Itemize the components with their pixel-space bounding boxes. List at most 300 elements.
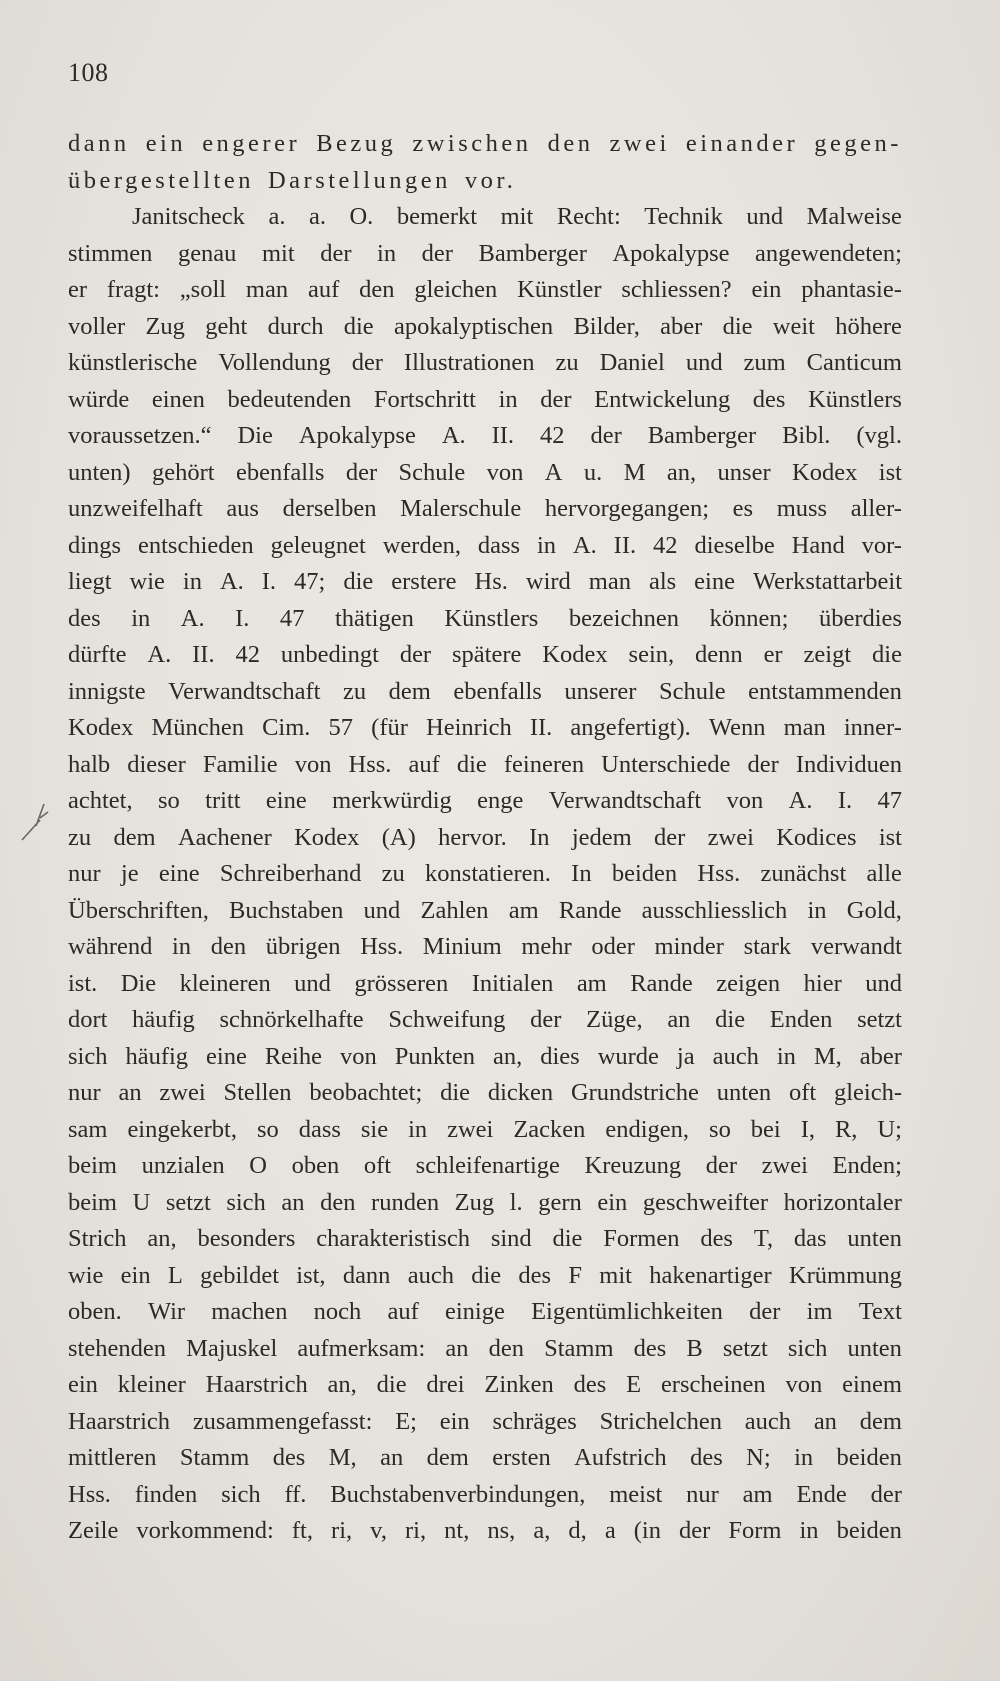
word: I. (837, 787, 853, 814)
word: Krümmung (788, 1261, 902, 1289)
text-line (68, 386, 902, 423)
word: A. (180, 604, 205, 632)
word: hakenartiger (649, 1261, 772, 1289)
word: mehr (521, 933, 572, 960)
word: zwei (761, 1152, 808, 1179)
word: zeigt (803, 641, 852, 668)
word: ist. (68, 969, 98, 997)
word: zwei (707, 823, 754, 851)
word: dem (426, 1444, 469, 1471)
word: erstere (391, 568, 457, 595)
word: hervor. (438, 823, 507, 851)
word: an (813, 1407, 837, 1435)
word: sam (68, 1115, 108, 1143)
word: zu (555, 349, 579, 376)
word: die (343, 568, 374, 595)
word: nt, (444, 1517, 470, 1544)
word: wurde (597, 1042, 659, 1070)
word: Majuskel (186, 1334, 278, 1362)
word: des (752, 385, 786, 413)
word: unten) (68, 458, 131, 486)
word: der (654, 823, 686, 851)
word: Form (728, 1517, 782, 1544)
word: ein (68, 1371, 98, 1398)
word: Hss. (68, 1480, 111, 1508)
word: Wir (147, 1298, 186, 1325)
text-line (68, 1043, 902, 1080)
word: stimmen (68, 239, 153, 267)
word: die (376, 1371, 407, 1398)
word: Buchstaben (229, 896, 344, 924)
word: der (870, 1480, 902, 1508)
word: den (320, 1188, 356, 1216)
word: und (865, 969, 902, 997)
word: Buchstabenverbindungen, (330, 1480, 586, 1508)
word: als (648, 568, 677, 595)
word: Haarstrich (68, 1407, 171, 1435)
word: den (210, 933, 247, 960)
word: O. (349, 203, 374, 230)
word: die (715, 1006, 746, 1033)
word: die (722, 312, 753, 340)
word: phantasie- (801, 276, 902, 303)
text-line (68, 678, 902, 715)
word: Heinrich (426, 714, 512, 741)
word: voraussetzen.“ (68, 422, 212, 449)
word: man (245, 276, 289, 303)
word: Die (120, 969, 157, 997)
word: von (486, 458, 524, 486)
word: geschweifter (642, 1188, 769, 1216)
word: der (747, 750, 779, 778)
word: spätere (452, 641, 522, 668)
word: dem (859, 1407, 902, 1435)
word: eine (694, 568, 735, 595)
word: A. (441, 422, 466, 449)
word: einen (151, 385, 205, 413)
word: merkwürdig (332, 787, 452, 814)
word: am (742, 1480, 773, 1508)
word: Reihe (264, 1042, 322, 1070)
word: können; (709, 604, 789, 632)
text-line (68, 1371, 902, 1408)
word: In (571, 860, 592, 887)
word: auf (307, 276, 340, 303)
word: Überschriften, (68, 896, 209, 924)
text-line (68, 495, 902, 532)
word: a. (268, 203, 286, 230)
word: erscheinen (660, 1371, 766, 1398)
word: auch (407, 1261, 454, 1289)
word: I. (261, 568, 277, 595)
word: dass (477, 531, 521, 559)
word: der (421, 239, 453, 267)
word: ein (120, 1261, 151, 1289)
word: künstlerische (68, 349, 198, 376)
word: es (732, 495, 754, 522)
word: beim (68, 1188, 117, 1216)
word: Grundstriche (570, 1079, 699, 1106)
word: A (544, 458, 563, 486)
word: dies (540, 1042, 580, 1070)
word: Rande (558, 896, 622, 924)
word: fragt: (106, 276, 160, 303)
word: unbedingt (280, 641, 379, 668)
word: in (794, 1444, 814, 1471)
word: weit (772, 312, 815, 340)
word: in (498, 385, 518, 413)
word: beiden (836, 1444, 902, 1471)
word: beim (68, 1152, 117, 1179)
word: Formen (603, 1225, 680, 1252)
page-number: 108 (68, 58, 109, 87)
word: noch (313, 1298, 362, 1325)
word: finden (134, 1480, 198, 1508)
word: L (167, 1261, 183, 1289)
word: gleich- (833, 1079, 902, 1106)
word: Illustrationen (403, 349, 535, 376)
word: des (518, 1261, 552, 1289)
word: zum (743, 349, 786, 376)
word: derselben (282, 495, 377, 522)
word: (vgl. (856, 422, 902, 449)
word: ein (145, 130, 187, 157)
word: Hs. (474, 568, 508, 595)
word: des (272, 1444, 306, 1471)
word: ff. (284, 1480, 307, 1508)
word: d, (568, 1517, 587, 1544)
word: wird (525, 568, 571, 595)
word: sich (226, 1188, 266, 1216)
word: Haarstrich (205, 1371, 308, 1398)
word: meist (609, 1480, 663, 1508)
word: eine (265, 787, 307, 814)
word: alle (866, 860, 902, 887)
word: machen (211, 1298, 288, 1325)
word: man (783, 714, 826, 741)
word: höhere (835, 312, 902, 340)
word: ausschliesslich (641, 896, 788, 924)
word: die (471, 1261, 502, 1289)
word: F (568, 1261, 582, 1289)
word: I, (800, 1115, 815, 1143)
word: und (746, 203, 784, 230)
word: aber (859, 1042, 902, 1070)
text-line (68, 787, 902, 824)
word: einander (685, 130, 799, 157)
word: unten (847, 1225, 902, 1252)
word: konstatieren. (425, 860, 551, 887)
word: gebildet (200, 1261, 279, 1289)
word: Schweifung (388, 1006, 506, 1033)
word: zeigen (716, 969, 781, 997)
word: Technik (644, 203, 723, 230)
word: häufig (132, 1006, 195, 1033)
word: den (547, 130, 594, 157)
word: jedem (571, 823, 632, 851)
word: liegt (68, 568, 112, 595)
word: N; (746, 1444, 771, 1471)
text-line (68, 313, 902, 350)
word: Stamm (544, 1334, 614, 1362)
word: Aachener (177, 823, 272, 851)
text-line (68, 860, 902, 897)
text-line (68, 1189, 902, 1226)
word: minder (654, 933, 724, 960)
word: die (456, 750, 487, 778)
word: inner- (843, 714, 902, 741)
word: zwischen (412, 130, 532, 157)
word: Verwandtschaft (548, 787, 702, 814)
text-line (68, 240, 902, 277)
word: Strich (68, 1225, 127, 1252)
word: thätigen (334, 604, 414, 632)
word: den (488, 1334, 524, 1362)
word: an, (666, 458, 697, 486)
word: dann (68, 130, 130, 157)
word: Familie (202, 750, 278, 778)
word: sich (68, 1042, 108, 1070)
word: drei (426, 1371, 465, 1398)
word: am (508, 896, 539, 924)
word: in (182, 568, 202, 595)
word: Entwickelung (594, 385, 731, 413)
word: v, (370, 1517, 387, 1544)
word: und (685, 349, 723, 376)
word: dicken (487, 1079, 554, 1106)
word: dieselbe (694, 531, 775, 559)
word: E (626, 1371, 642, 1398)
word: Kodex (542, 641, 608, 668)
word: u. (583, 458, 603, 486)
word: grösseren (354, 969, 449, 997)
word: nur (68, 860, 101, 887)
word: und (363, 896, 401, 924)
text-line (68, 1517, 902, 1554)
word: Stellen (223, 1079, 292, 1106)
word: Fortschritt (373, 385, 476, 413)
word: vor. (464, 166, 517, 194)
word: (A) (381, 823, 416, 851)
word: Cim. (262, 714, 311, 741)
word: dings (68, 531, 122, 559)
word: ersten (492, 1444, 551, 1471)
word: aus (226, 495, 259, 522)
text-line (68, 714, 902, 751)
word: Zug (454, 1188, 495, 1216)
word: ein (597, 1188, 628, 1216)
text-line (68, 1481, 902, 1518)
text-line (68, 605, 902, 642)
word: beiden (611, 860, 678, 887)
word: wie (68, 1261, 104, 1289)
word: a. (308, 203, 326, 230)
word: zu (343, 677, 367, 705)
word: in (131, 604, 151, 632)
word: des (690, 1444, 723, 1471)
word: innigste (68, 677, 146, 705)
word: der (399, 641, 432, 668)
word: denn (695, 641, 743, 668)
word: Bamberger (647, 422, 757, 449)
word: Bamberger (478, 239, 587, 267)
word: stark (743, 933, 792, 960)
word: A. (572, 531, 597, 559)
word: der (345, 458, 378, 486)
word: A. (788, 787, 813, 814)
word: beiden (836, 1517, 902, 1544)
text-line (68, 422, 902, 459)
word: nur (68, 1079, 101, 1106)
word: Aufstrich (574, 1444, 667, 1471)
word: der (679, 1517, 711, 1544)
word: ns, (487, 1517, 516, 1544)
word: durch (267, 312, 324, 340)
word: oben (291, 1152, 340, 1179)
word: sich (221, 1480, 261, 1508)
text-line (68, 1006, 902, 1043)
word: O (249, 1152, 267, 1179)
word: Minium (422, 933, 502, 960)
word: aufmerksam: (297, 1334, 426, 1362)
word: Künstler (517, 276, 602, 303)
word: Eigentümlichkeiten (531, 1298, 723, 1325)
word: I. (235, 604, 250, 632)
word: Rande (630, 969, 693, 997)
word: am (576, 969, 607, 997)
word: Zahlen (420, 896, 489, 924)
word: setzt (722, 1334, 768, 1362)
text-line (68, 167, 902, 204)
word: Hss. (697, 860, 741, 887)
word: oft (363, 1152, 392, 1179)
word: an, (493, 1042, 523, 1070)
word: der (749, 1298, 781, 1325)
word: dürfte (68, 641, 127, 668)
word: Enden; (832, 1152, 902, 1179)
word: in (172, 933, 192, 960)
word: geleugnet (270, 531, 366, 559)
word: Hss. (360, 933, 404, 960)
word: dieser (127, 750, 186, 778)
word: zwei (159, 1079, 206, 1106)
word: gleichen (414, 276, 498, 303)
word: einem (842, 1371, 902, 1398)
word: Werkstattarbeit (752, 568, 902, 595)
word: setzt (165, 1188, 211, 1216)
word: übrigen (265, 933, 341, 960)
word: beobachtet; (309, 1079, 423, 1106)
word: auch (744, 1407, 792, 1435)
word: Hss. (348, 750, 392, 778)
text-line (68, 276, 902, 313)
word: oft (788, 1079, 817, 1106)
word: stehenden (68, 1334, 166, 1362)
word: geht (205, 312, 248, 340)
word: genau (177, 239, 237, 267)
word: In (529, 823, 550, 851)
word: Zug (145, 312, 185, 340)
word: ri, (405, 1517, 427, 1544)
word: Unterschiede (601, 750, 731, 778)
word: der (351, 349, 383, 376)
word: von (726, 787, 764, 814)
word: Canticum (806, 349, 902, 376)
text-line (68, 130, 902, 167)
word: endigen, (605, 1115, 690, 1143)
text-line (68, 751, 902, 788)
word: Zacken (513, 1115, 586, 1143)
word: engerer (202, 130, 301, 157)
word: Daniel (599, 349, 665, 376)
word: apokalyptischen (393, 312, 554, 340)
word: unserer (564, 677, 637, 705)
word: die (872, 641, 902, 668)
word: U (132, 1188, 151, 1216)
word: aber (660, 312, 703, 340)
word: (für (371, 714, 408, 741)
word: eine (158, 860, 200, 887)
word: unser (717, 458, 771, 486)
word: bemerkt (396, 203, 478, 230)
word: in (536, 531, 557, 559)
word: ist, (296, 1261, 326, 1289)
word: Strichelchen (599, 1407, 723, 1435)
word: zu (381, 860, 405, 887)
word: Malerschule (400, 495, 522, 522)
word: vor- (861, 531, 902, 559)
word: von (785, 1371, 823, 1398)
word: zusammengefasst: (192, 1407, 373, 1435)
word: die (552, 1225, 583, 1252)
word: bedeutenden (227, 385, 352, 413)
word: runden (371, 1188, 440, 1216)
word: an (445, 1334, 469, 1362)
word: würde (68, 385, 130, 413)
word: während (68, 933, 153, 960)
word: Individuen (795, 750, 902, 778)
word: verwandt (810, 933, 902, 960)
word: Die (237, 422, 273, 449)
word: Punkten (394, 1042, 476, 1070)
word: hervorgegangen; (544, 495, 710, 522)
word: B (686, 1334, 703, 1362)
word: das (793, 1225, 827, 1252)
word: ebenfalls (236, 458, 325, 486)
word: der (320, 239, 352, 267)
word: Bezug (316, 130, 397, 157)
word: ri, (331, 1517, 353, 1544)
word: Verwandtschaft (168, 677, 321, 705)
text-line (68, 1262, 902, 1299)
text-line (68, 1335, 902, 1372)
word: mit (261, 239, 295, 267)
word: werden, (382, 531, 461, 559)
word: charakteristisch (316, 1225, 470, 1252)
text-line (68, 1225, 902, 1262)
word: so (709, 1115, 731, 1143)
word: überdies (818, 604, 902, 632)
word: auf (408, 750, 440, 778)
text-line (68, 532, 902, 569)
word: halb (68, 750, 111, 778)
word: in (807, 896, 827, 924)
word: Stamm (179, 1444, 250, 1471)
word: Bilder, (573, 312, 640, 340)
word: Schule (398, 458, 466, 486)
text-line (68, 897, 902, 934)
word: muss (776, 495, 828, 522)
